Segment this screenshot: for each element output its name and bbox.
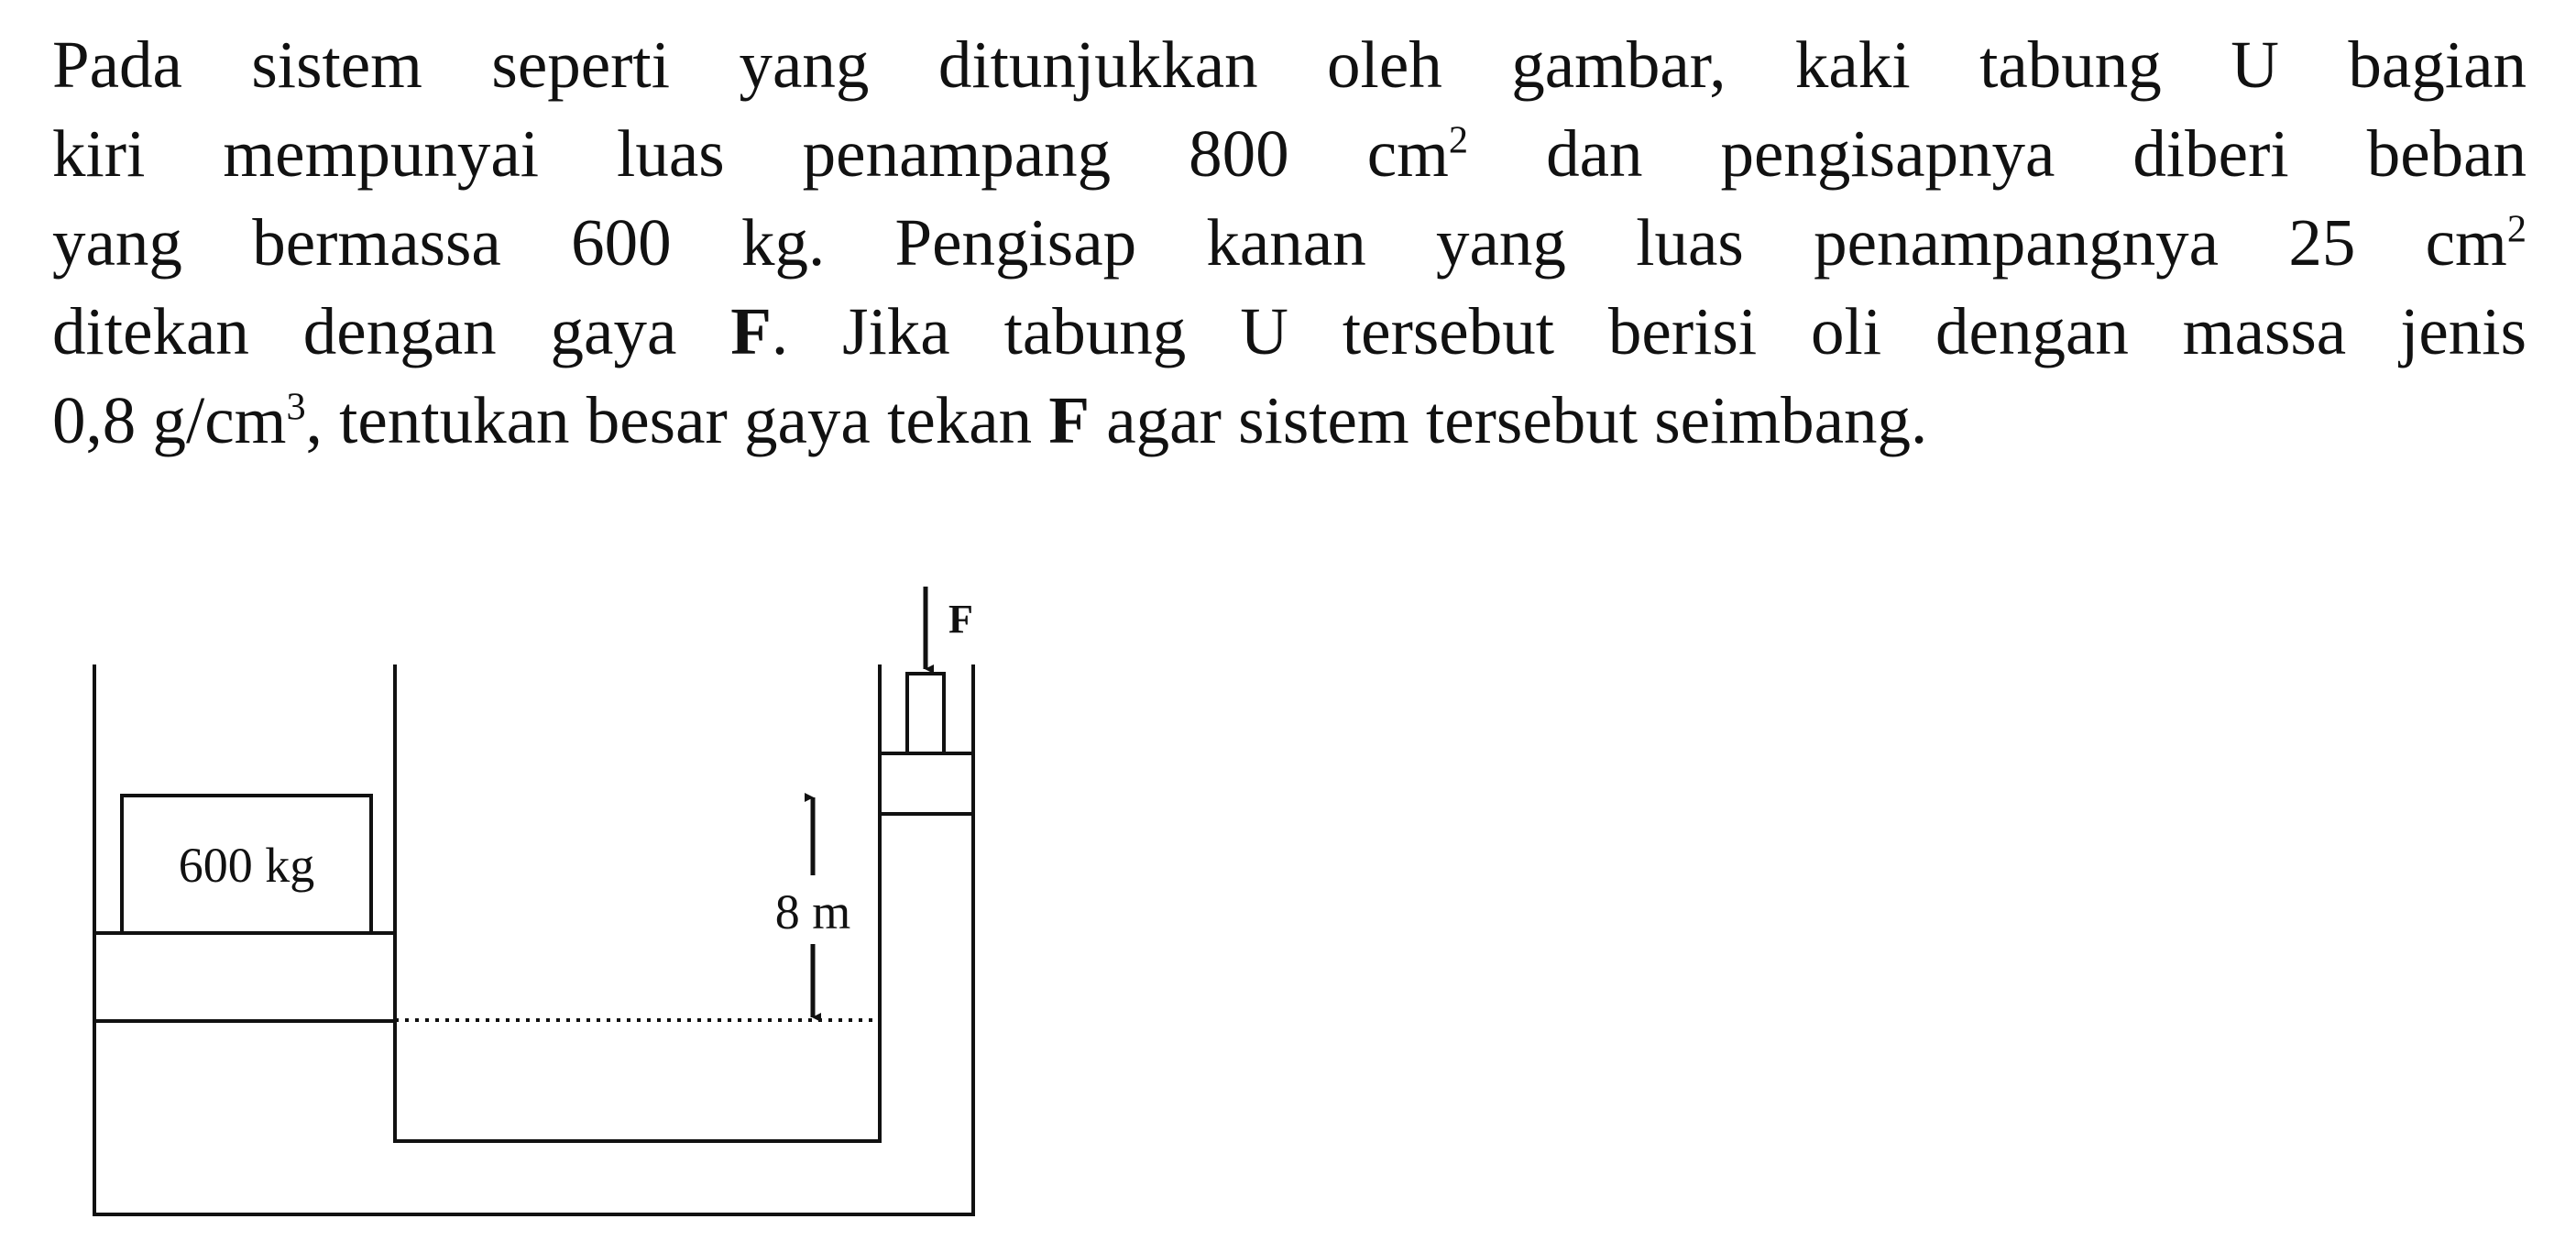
problem-line-3-text: yang bermassa 600 kg. Pengisap kanan yang luas penampangnya 25 cm: [52, 205, 2507, 280]
problem-line-2-text-end: dan pengisapnya diberi beban: [1468, 116, 2527, 191]
right-piston: [880, 753, 973, 814]
superscript-2: 2: [1448, 118, 1469, 162]
problem-line-5-text-mid: , tentukan besar gaya tekan: [305, 383, 1049, 457]
height-label: 8 m: [774, 884, 851, 939]
problem-line-1: Pada sistem seperti yang ditunjukkan oleh gambar, kaki tabung U bagian: [52, 27, 2527, 102]
left-piston: [94, 933, 395, 1021]
force-symbol: F: [730, 294, 772, 368]
problem-line-4-text-end: . Jika tabung U tersebut berisi oli dengan massa jenis: [771, 294, 2527, 368]
superscript-2: 2: [2506, 207, 2527, 251]
problem-line-5-text: 0,8 g/cm: [52, 383, 287, 457]
piston-rod: [907, 674, 944, 753]
force-symbol: F: [1048, 383, 1091, 457]
force-label: F: [948, 597, 973, 642]
superscript-3: 3: [286, 385, 306, 429]
problem-line-2-text: kiri mempunyai luas penampang 800 cm: [52, 116, 1449, 191]
problem-line-4-text: ditekan dengan gaya: [52, 294, 731, 368]
problem-line-5-text-end: agar sistem tersebut seimbang.: [1090, 383, 1928, 457]
load-label: 600 kg: [178, 838, 315, 893]
